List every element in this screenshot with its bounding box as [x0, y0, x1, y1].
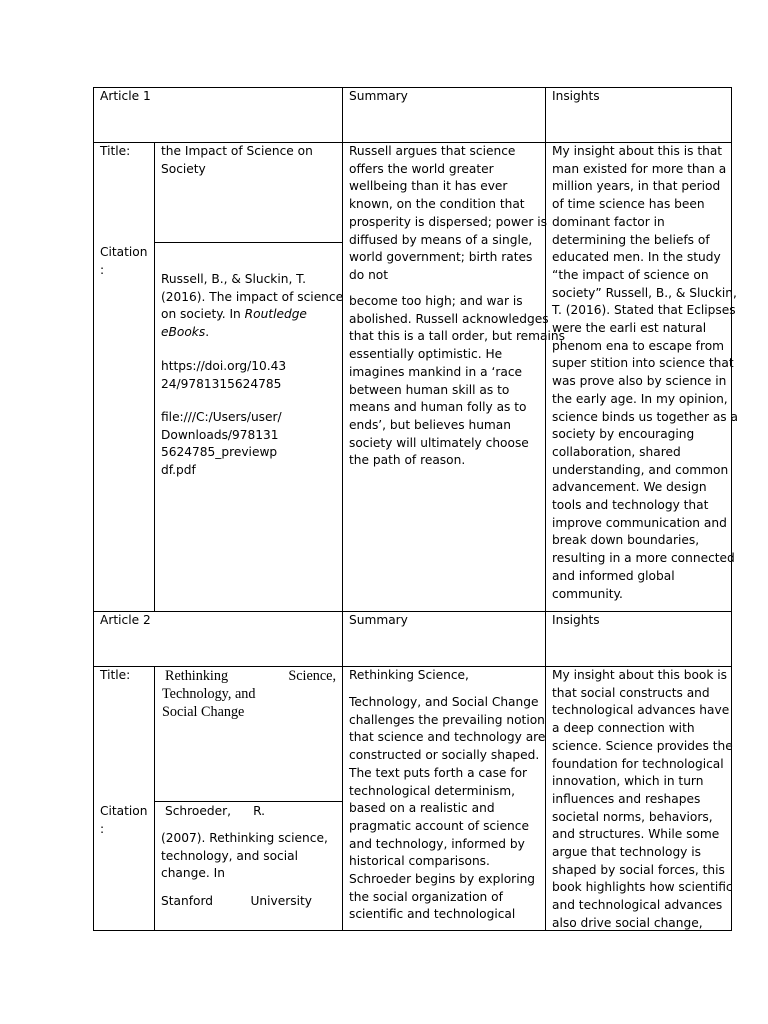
article2-title — [162, 667, 336, 722]
article2-insights-header: Insights — [552, 613, 600, 627]
summary-line: ends’, but believes human — [349, 417, 511, 432]
insight-line: also drive social change, — [552, 915, 703, 930]
summary-line: that science and technology are — [349, 730, 546, 745]
insight-line: book highlights how scientific — [552, 880, 733, 895]
article1-doi-link[interactable] — [161, 358, 286, 393]
article1-summary-part1 — [349, 143, 547, 285]
file-line: 5624785_previewp — [161, 445, 278, 460]
summary-line: scientific and technological — [349, 907, 516, 922]
summary-line: essentially optimistic. He — [349, 347, 503, 362]
article2-summary-header: Summary — [349, 613, 408, 627]
summary-line: constructed or socially shaped. — [349, 748, 540, 763]
insight-line: societal norms, behaviors, — [552, 809, 713, 824]
citation-line: technology, and social — [161, 848, 298, 863]
citation-text: on society. In — [161, 307, 245, 322]
insight-line: understanding, and common — [552, 462, 729, 477]
citation-line — [161, 306, 343, 324]
insight-line: influences and reshapes — [552, 791, 701, 806]
cell-divider — [154, 801, 343, 802]
insight-line: advancement. We design — [552, 480, 707, 495]
insight-line: shaped by social forces, this — [552, 862, 725, 877]
insight-line: society” Russell, B., & Sluckin, — [552, 285, 737, 300]
summary-line: known, on the condition that — [349, 197, 525, 212]
table-border-top — [93, 87, 732, 88]
insight-line: of time science has been — [552, 197, 705, 212]
article1-title — [161, 143, 313, 178]
summary-line: society will ultimately choose — [349, 435, 529, 450]
summary-line: challenges the prevailing notion — [349, 712, 545, 727]
citation-label-line: Citation — [100, 245, 148, 259]
article2-label: Article 2 — [100, 613, 151, 627]
insight-line: break down boundaries, — [552, 533, 700, 548]
label-column-divider — [154, 142, 155, 611]
file-line: file:///C:/Users/user/ — [161, 410, 282, 424]
insight-line: super stition into science that — [552, 356, 734, 371]
cell-divider — [154, 242, 343, 243]
insight-line: determining the beliefs of — [552, 232, 710, 247]
insight-line: “the impact of science on — [552, 267, 709, 282]
title-line: the Impact of Science on — [161, 144, 313, 158]
citation-label-line: : — [100, 262, 105, 277]
article2-title-label: Title: — [100, 668, 131, 682]
article1-label: Article 1 — [100, 89, 151, 103]
summary-line: the path of reason. — [349, 453, 466, 468]
insight-line: tools and technology that — [552, 498, 709, 513]
insight-line: My insight about this is that — [552, 144, 723, 158]
insight-line: that social constructs and — [552, 685, 710, 700]
citation-publisher: eBooks — [161, 325, 206, 340]
insight-line: and technological advances — [552, 898, 723, 913]
article1-citation — [161, 271, 343, 342]
insight-line: were the earli est natural — [552, 321, 707, 336]
summary-line: become too high; and war is — [349, 294, 523, 308]
citation-line: change. In — [161, 866, 225, 881]
insight-line: dominant factor in — [552, 214, 665, 229]
insight-line: a deep connection with — [552, 721, 695, 736]
summary-line: pragmatic account of science — [349, 818, 529, 833]
insight-line: was prove also by science in — [552, 374, 727, 389]
citation-line: (2007). Rethinking science, — [161, 831, 328, 845]
summary-line: The text puts forth a case for — [349, 765, 528, 780]
article1-summary-part2 — [349, 293, 565, 470]
article1-summary-header: Summary — [349, 89, 408, 103]
insight-line: resulting in a more connected — [552, 551, 735, 566]
summary-line: imagines mankind in a ‘race — [349, 364, 523, 379]
insight-line: My insight about this book is — [552, 668, 728, 682]
insight-line: society by encouraging — [552, 427, 695, 442]
insight-line: man existed for more than a — [552, 161, 727, 176]
row-divider — [93, 611, 732, 612]
insight-line: community. — [552, 586, 623, 601]
summary-line: do not — [349, 267, 389, 282]
summary-line: that this is a tall order, but remains — [349, 329, 565, 344]
article1-insights — [552, 143, 738, 603]
summary-line: historical comparisons. — [349, 854, 490, 869]
insight-line: technological advances have — [552, 703, 730, 718]
insight-line: innovation, which in turn — [552, 774, 704, 789]
insight-line: collaboration, shared — [552, 444, 681, 459]
summary-line: abolished. Russell acknowledges — [349, 311, 549, 326]
title-line: Social Change — [162, 704, 245, 721]
file-line: df.pdf — [161, 463, 196, 478]
title-line: Society — [161, 161, 206, 176]
article2-citation-line5: Stanford University — [161, 894, 312, 908]
doi-line: 24/9781315624785 — [161, 376, 282, 391]
file-line: Downloads/978131 — [161, 427, 279, 442]
citation-line: eBooks. — [161, 325, 210, 340]
insight-line: argue that technology is — [552, 845, 702, 860]
label-column-divider — [154, 666, 155, 930]
citation-label-line: Citation — [100, 804, 148, 818]
summary-line: Rethinking Science, — [349, 668, 469, 682]
article1-citation-label — [100, 244, 148, 279]
citation-label-line: : — [100, 821, 105, 836]
insight-line: educated men. In the study — [552, 250, 721, 265]
summary-line: means and human folly as to — [349, 400, 527, 415]
article2-citation-line1: Schroeder, R. — [165, 803, 265, 821]
column-divider — [342, 87, 343, 931]
insight-line: million years, in that period — [552, 179, 721, 194]
article1-title-label: Title: — [100, 144, 131, 158]
article2-citation-label — [100, 803, 148, 838]
summary-line: and technology, informed by — [349, 836, 525, 851]
insight-line: T. (2016). Stated that Eclipses — [552, 303, 736, 318]
insight-line: foundation for technological — [552, 756, 724, 771]
summary-line: technological determinism, — [349, 783, 516, 798]
article2-summary-part1 — [349, 667, 469, 685]
insight-line: and informed global — [552, 568, 675, 583]
insight-line: improve communication and — [552, 515, 727, 530]
title-line: Technology, and — [162, 686, 256, 703]
summary-line: offers the world greater — [349, 161, 494, 176]
table-border-left — [93, 87, 94, 931]
citation-line: (2016). The impact of science — [161, 289, 344, 304]
summary-line: prosperity is dispersed; power is — [349, 214, 547, 229]
insight-line: science binds us together as a — [552, 409, 739, 424]
summary-line: the social organization of — [349, 889, 503, 904]
summary-line: between human skill as to — [349, 382, 510, 397]
summary-line: world government; birth rates — [349, 250, 533, 265]
citation-publisher: Routledge — [244, 307, 307, 322]
summary-line: diffused by means of a single, — [349, 232, 533, 247]
insight-line: science. Science provides the — [552, 738, 733, 753]
insight-line: the early age. In my opinion, — [552, 391, 728, 406]
summary-line: Russell argues that science — [349, 144, 516, 158]
summary-line: wellbeing than it has ever — [349, 179, 508, 194]
article2-summary-part2 — [349, 694, 545, 924]
doi-line: https://doi.org/10.43 — [161, 359, 287, 373]
summary-line: Schroeder begins by exploring — [349, 872, 536, 887]
insight-line: phenom ena to escape from — [552, 338, 725, 353]
title-line: Rethinking Science, — [165, 668, 336, 684]
citation-line: Russell, B., & Sluckin, T. — [161, 272, 307, 286]
article2-insights — [552, 667, 733, 933]
article1-file-link[interactable] — [161, 409, 282, 480]
citation-author: Schroeder, — [165, 804, 231, 818]
insight-line: and structures. While some — [552, 827, 720, 842]
article1-insights-header: Insights — [552, 89, 600, 103]
summary-line: based on a realistic and — [349, 801, 495, 816]
summary-line: Technology, and Social Change — [349, 695, 539, 709]
article2-citation — [161, 830, 328, 883]
